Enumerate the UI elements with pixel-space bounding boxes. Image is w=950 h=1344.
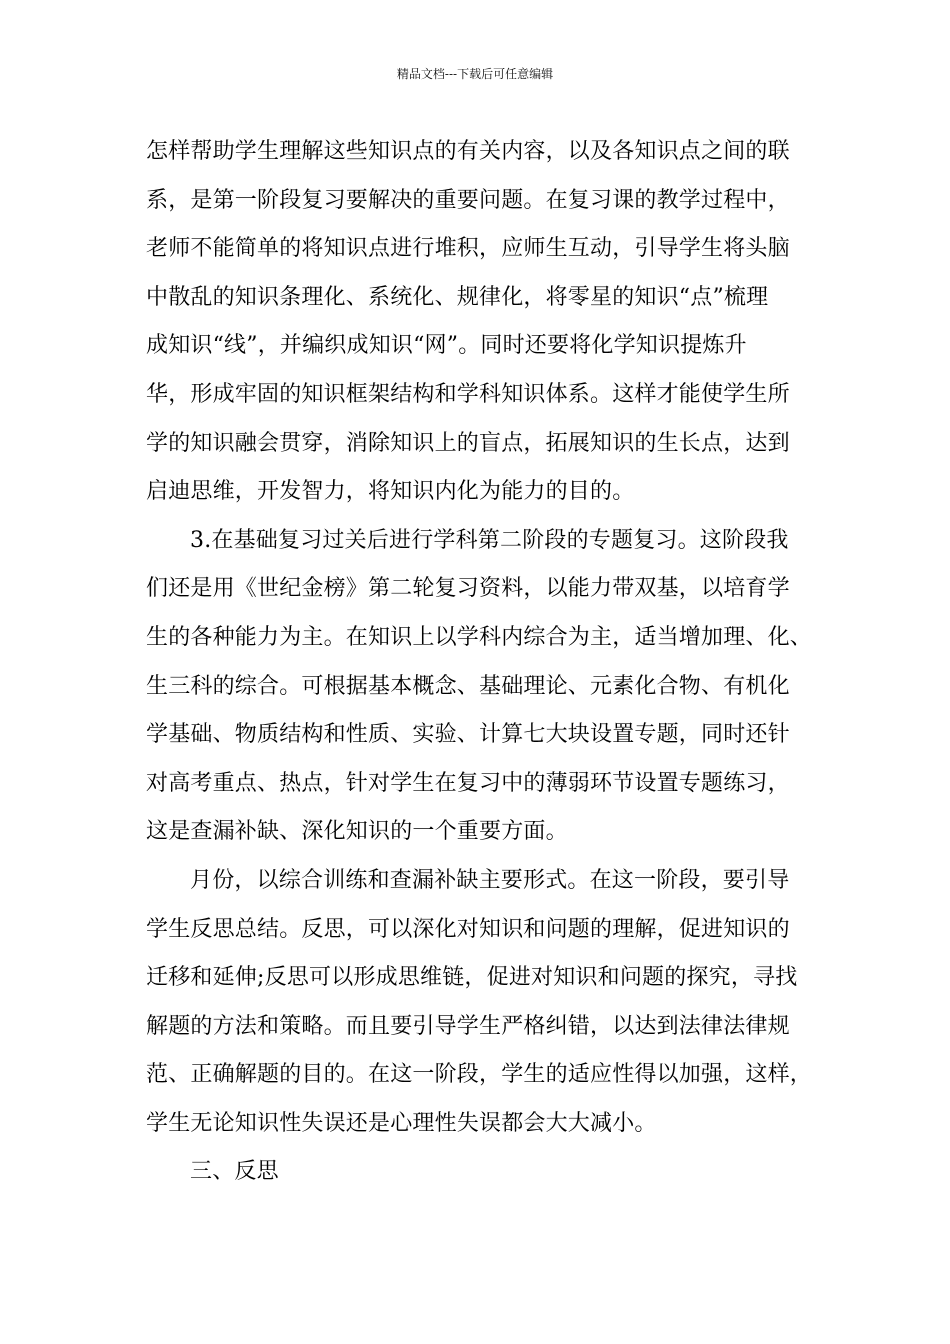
- text-line: 学基础、物质结构和性质、实验、计算七大块设置专题，同时还针: [146, 722, 790, 748]
- text-line: 生三科的综合。可根据基本概念、基础理论、元素化合物、有机化: [146, 673, 790, 699]
- text-line: 学生无论知识性失误还是心理性失误都会大大减小。: [146, 1110, 657, 1136]
- text-line: 老师不能简单的将知识点进行堆积，应师生互动，引导学生将头脑: [146, 236, 790, 262]
- text-line: 对高考重点、热点，针对学生在复习中的薄弱环节设置专题练习，: [146, 770, 790, 796]
- text-line: 系，是第一阶段复习要解决的重要问题。在复习课的教学过程中，: [146, 187, 790, 213]
- body-text: [146, 128, 836, 1197]
- text-line: 这是查漏补缺、深化知识的一个重要方面。: [146, 819, 568, 845]
- text-line: 成知识“线”，并编织成知识“网”。同时还要将化学知识提炼升: [146, 333, 747, 359]
- text-line: 怎样帮助学生理解这些知识点的有关内容，以及各知识点之间的联: [146, 139, 790, 164]
- text-line: 学生反思总结。反思，可以深化对知识和问题的理解，促进知识的: [146, 916, 790, 942]
- paragraph-start-line: 3.在基础复习过关后进行学科第二阶段的专题复习。这阶段我: [190, 527, 789, 553]
- text-line: 启迪思维，开发智力，将知识内化为能力的目的。: [146, 479, 635, 505]
- text-line: 生的各种能力为主。在知识上以学科内综合为主，适当增加理、化、: [146, 624, 813, 650]
- text-line: 们还是用《世纪金榜》第二轮复习资料，以能力带双基，以培育学: [146, 576, 790, 602]
- text-line: 中散乱的知识条理化、系统化、规律化，将零星的知识“点”梳理: [146, 284, 769, 310]
- text-line: 华，形成牢固的知识框架结构和学科知识体系。这样才能使学生所: [146, 381, 790, 407]
- text-line: 范、正确解题的目的。在这一阶段，学生的适应性得以加强，这样，: [146, 1062, 813, 1088]
- text-line: 解题的方法和策略。而且要引导学生严格纠错，以达到法律法律规: [146, 1013, 790, 1039]
- text-line: 学的知识融会贯穿，消除知识上的盲点，拓展知识的生长点，达到: [146, 430, 790, 456]
- page-header: 精品文档---下载后可任意编辑: [396, 67, 554, 81]
- text-line: 迁移和延伸;反思可以形成思维链，促进对知识和问题的探究，寻找: [146, 965, 798, 991]
- paragraph-start-line: 月份，以综合训练和查漏补缺主要形式。在这一阶段，要引导: [190, 867, 790, 893]
- section-heading: 三、反思: [190, 1159, 279, 1185]
